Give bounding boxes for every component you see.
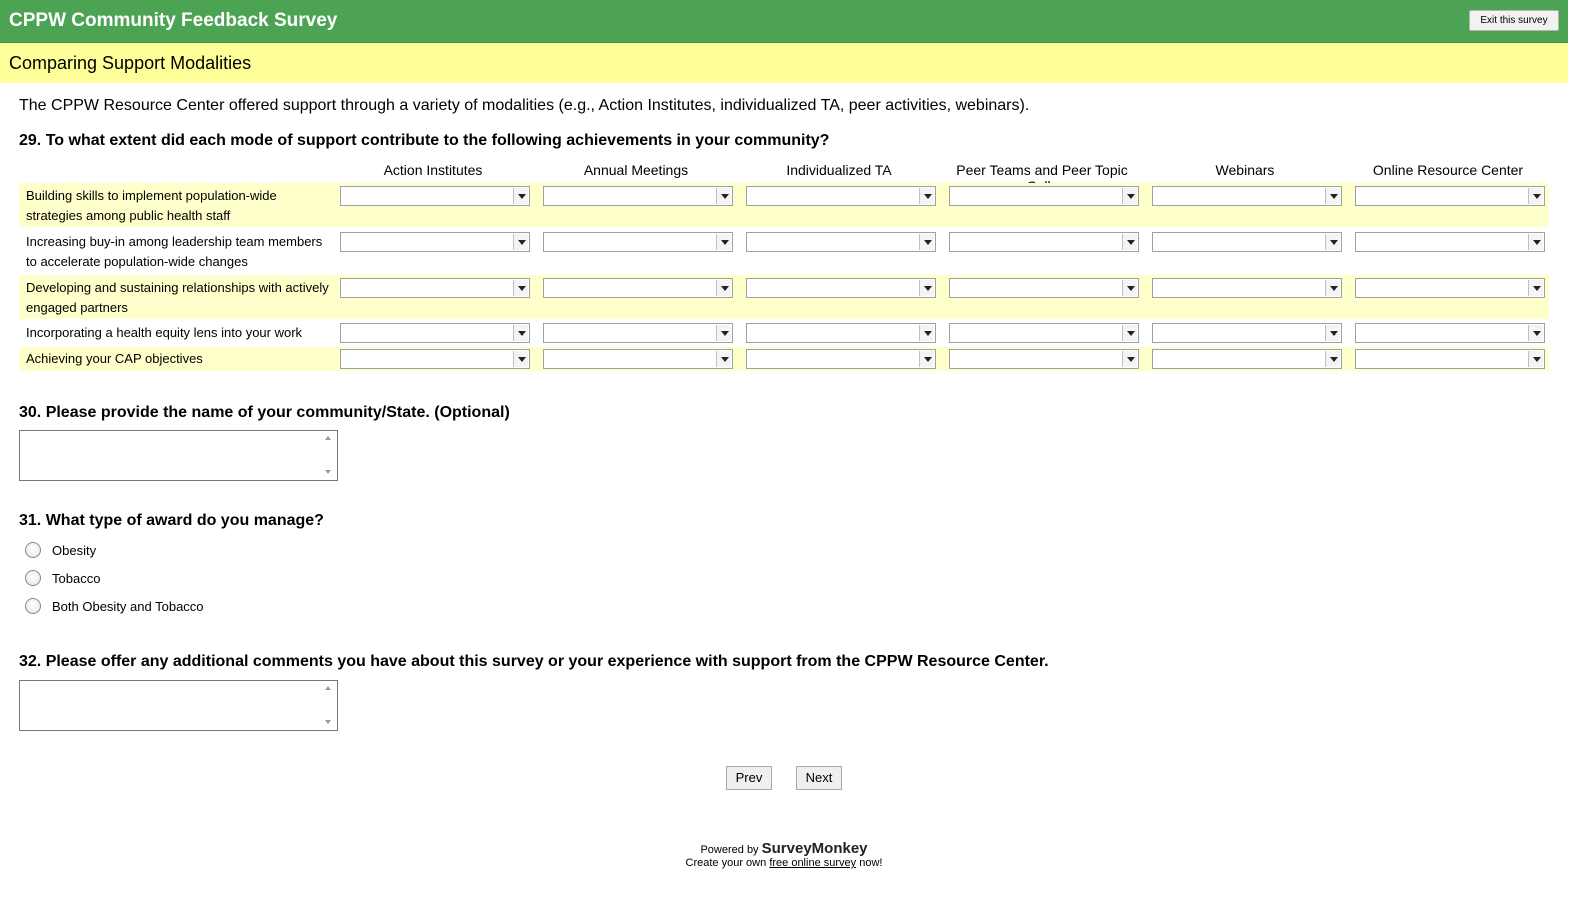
chevron-down-icon: [513, 234, 528, 250]
chevron-down-icon: [1325, 188, 1340, 204]
dropdown-annual-meetings[interactable]: [543, 186, 733, 206]
dropdown-action-institutes[interactable]: [340, 278, 530, 298]
radio-label: Obesity: [52, 543, 97, 558]
intro-text: The CPPW Resource Center offered support through a variety of modalities (e.g., Action Institutes, individualized TA, peer activities, webinars).: [19, 97, 1030, 114]
scroll-down-icon: [325, 720, 331, 724]
column-header-individualized-ta: Individualized TA: [786, 162, 892, 178]
powered-by-text: Powered by: [700, 844, 759, 856]
radio-button[interactable]: [25, 570, 41, 586]
chevron-down-icon: [1122, 188, 1137, 204]
chevron-down-icon: [1325, 325, 1340, 341]
dropdown-action-institutes[interactable]: [340, 323, 530, 343]
dropdown-individualized-ta[interactable]: [746, 186, 936, 206]
matrix-row-label: Achieving your CAP objectives: [26, 351, 203, 366]
radio-label: Tobacco: [52, 571, 101, 586]
chevron-down-icon: [716, 325, 731, 341]
chevron-down-icon: [716, 234, 731, 250]
dropdown-online-resource-center[interactable]: [1355, 323, 1545, 343]
dropdown-peer-teams[interactable]: [949, 186, 1139, 206]
column-header-action-institutes: Action Institutes: [383, 162, 483, 178]
dropdown-peer-teams[interactable]: [949, 278, 1139, 298]
chevron-down-icon: [716, 280, 731, 296]
matrix-row-label: Incorporating a health equity lens into your work: [26, 325, 303, 340]
prev-button[interactable]: Prev: [726, 766, 772, 790]
matrix-row: [19, 229, 1549, 273]
row-label-line: to accelerate population-wide changes: [26, 254, 248, 269]
dropdown-online-resource-center[interactable]: [1355, 349, 1545, 369]
chevron-down-icon: [1528, 188, 1543, 204]
chevron-down-icon: [513, 188, 528, 204]
dropdown-online-resource-center[interactable]: [1355, 186, 1545, 206]
chevron-down-icon: [919, 325, 934, 341]
dropdown-webinars[interactable]: [1152, 323, 1342, 343]
chevron-down-icon: [1528, 325, 1543, 341]
dropdown-online-resource-center[interactable]: [1355, 278, 1545, 298]
powered-by: [0, 840, 1568, 857]
matrix-row: [19, 183, 1549, 227]
matrix-row-label: [26, 186, 277, 226]
column-header-webinars: Webinars: [1215, 162, 1275, 178]
chevron-down-icon: [919, 280, 934, 296]
dropdown-webinars[interactable]: [1152, 186, 1342, 206]
row-label-line: Increasing buy-in among leadership team members: [26, 234, 323, 249]
column-header-annual-meetings: Annual Meetings: [583, 162, 689, 178]
dropdown-peer-teams[interactable]: [949, 349, 1139, 369]
matrix-row-label: [26, 232, 322, 272]
surveymonkey-logo[interactable]: SurveyMonkey: [761, 840, 868, 857]
free-online-survey-link[interactable]: free online survey: [769, 857, 857, 869]
dropdown-webinars[interactable]: [1152, 232, 1342, 252]
chevron-down-icon: [1325, 280, 1340, 296]
dropdown-annual-meetings[interactable]: [543, 232, 733, 252]
question-32-title: 32. Please offer any additional comments you have about this survey or your experience with support from the CPPW Resource Center.: [19, 653, 1049, 670]
textarea-scrollbar[interactable]: [321, 682, 336, 729]
dropdown-online-resource-center[interactable]: [1355, 232, 1545, 252]
dropdown-individualized-ta[interactable]: [746, 278, 936, 298]
column-header-peer-teams: Peer Teams and Peer Topic: [956, 162, 1128, 178]
radio-label: Both Obesity and Tobacco: [52, 599, 204, 614]
page-title-bar: [0, 43, 1568, 83]
dropdown-webinars[interactable]: [1152, 278, 1342, 298]
scroll-up-icon: [325, 436, 331, 440]
community-state-textarea[interactable]: [19, 430, 338, 481]
radio-button[interactable]: [25, 598, 41, 614]
row-label-line: strategies among public health staff: [26, 208, 231, 223]
chevron-down-icon: [919, 351, 934, 367]
survey-title: CPPW Community Feedback Survey: [9, 10, 338, 31]
chevron-down-icon: [1122, 234, 1137, 250]
matrix-row-label: [26, 278, 329, 318]
dropdown-annual-meetings[interactable]: [543, 349, 733, 369]
dropdown-action-institutes[interactable]: [340, 349, 530, 369]
exit-survey-button[interactable]: Exit this survey: [1469, 10, 1559, 31]
dropdown-action-institutes[interactable]: [340, 186, 530, 206]
dropdown-action-institutes[interactable]: [340, 232, 530, 252]
dropdown-individualized-ta[interactable]: [746, 232, 936, 252]
question-30-title: 30. Please provide the name of your community/State. (Optional): [19, 404, 510, 421]
page-title: Comparing Support Modalities: [9, 53, 252, 73]
question-31-title: 31. What type of award do you manage?: [19, 512, 324, 529]
chevron-down-icon: [1122, 325, 1137, 341]
matrix-row: [19, 321, 1549, 345]
radio-button[interactable]: [25, 542, 41, 558]
chevron-down-icon: [1122, 351, 1137, 367]
create-survey-line: [0, 857, 1568, 869]
scroll-down-icon: [325, 470, 331, 474]
survey-header: [0, 0, 1568, 43]
chevron-down-icon: [1528, 351, 1543, 367]
chevron-down-icon: [716, 188, 731, 204]
row-label-line: engaged partners: [26, 300, 128, 315]
chevron-down-icon: [1528, 280, 1543, 296]
create-suffix: now!: [859, 857, 883, 869]
question-29-title: 29. To what extent did each mode of support contribute to the following achievements in your community?: [19, 132, 830, 149]
chevron-down-icon: [1528, 234, 1543, 250]
matrix-row: [19, 275, 1549, 319]
chevron-down-icon: [513, 351, 528, 367]
chevron-down-icon: [513, 280, 528, 296]
create-prefix: Create your own: [685, 857, 767, 869]
row-label-line: Building skills to implement population-wide: [26, 188, 277, 203]
chevron-down-icon: [1325, 351, 1340, 367]
chevron-down-icon: [919, 234, 934, 250]
next-button[interactable]: Next: [796, 766, 842, 790]
dropdown-webinars[interactable]: [1152, 349, 1342, 369]
dropdown-peer-teams[interactable]: [949, 323, 1139, 343]
dropdown-annual-meetings[interactable]: [543, 278, 733, 298]
chevron-down-icon: [513, 325, 528, 341]
textarea-scrollbar[interactable]: [321, 432, 336, 479]
chevron-down-icon: [716, 351, 731, 367]
dropdown-individualized-ta[interactable]: [746, 349, 936, 369]
comments-textarea[interactable]: [19, 680, 338, 731]
chevron-down-icon: [1122, 280, 1137, 296]
row-label-line: Developing and sustaining relationships with actively: [26, 280, 329, 295]
dropdown-peer-teams[interactable]: [949, 232, 1139, 252]
dropdown-annual-meetings[interactable]: [543, 323, 733, 343]
chevron-down-icon: [1325, 234, 1340, 250]
dropdown-individualized-ta[interactable]: [746, 323, 936, 343]
column-header-online-resource-center: Online Resource Center: [1372, 162, 1524, 178]
chevron-down-icon: [919, 188, 934, 204]
matrix-row: [19, 347, 1549, 371]
scroll-up-icon: [325, 686, 331, 690]
